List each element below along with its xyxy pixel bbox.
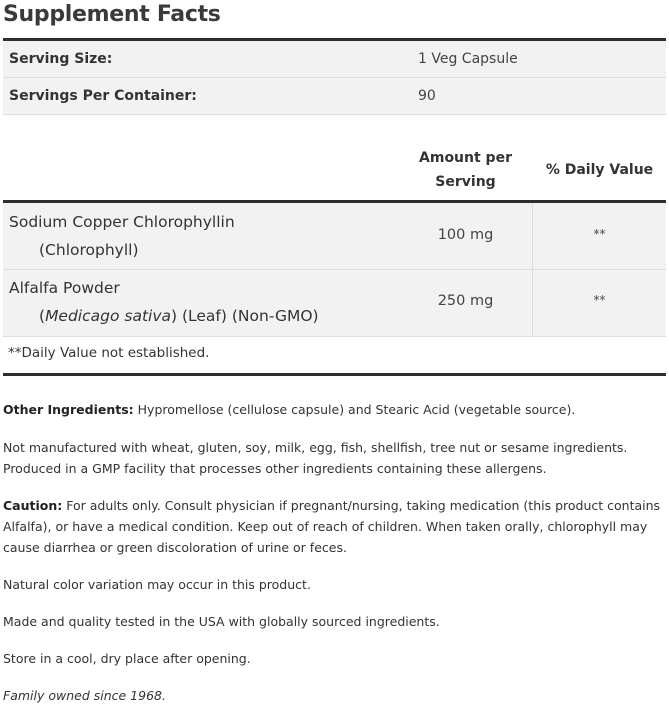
servings-per-container-label: Servings Per Container:: [9, 88, 197, 104]
amount-header-line1: Amount per: [419, 150, 512, 166]
made-in-usa-note: Made and quality tested in the USA with globally sourced ingredients.: [3, 614, 440, 629]
other-ingredients-label: Other Ingredients:: [3, 402, 134, 417]
table-bottom-border: [3, 373, 666, 376]
amount-header-line2: Serving: [435, 174, 496, 190]
caution-statement: [3, 495, 663, 558]
ingredient-row: [3, 270, 666, 337]
serving-size-row: [3, 41, 666, 78]
allergen-statement: [3, 437, 663, 479]
color-variation-note: Natural color variation may occur in this product.: [3, 577, 311, 592]
serving-size-value: 1 Veg Capsule: [418, 51, 518, 67]
other-ingredients-text: Hypromellose (cellulose capsule) and Stearic Acid (vegetable source).: [133, 402, 576, 417]
storage-note: Store in a cool, dry place after opening.: [3, 651, 251, 666]
ingredient-name-text: Sodium Copper Chlorophyllin: [9, 213, 235, 231]
other-ingredients: [3, 399, 663, 420]
ingredient-subname: (Chlorophyll): [39, 241, 139, 259]
caution-line: Alfalfa), or have a medical condition. Keep out of reach of children. When taken orally, chlorophyll may: [3, 519, 648, 534]
ingredient-daily-value: **: [593, 293, 606, 307]
ingredient-subname: [9, 302, 319, 330]
daily-value-header: % Daily Value: [545, 162, 654, 178]
caution-line: cause diarrhea or green discoloration of urine or feces.: [3, 540, 347, 555]
ingredient-subname-rest: ) (Leaf) (Non-GMO): [171, 307, 319, 325]
ingredient-amount: 250 mg: [437, 293, 494, 309]
caution-line: For adults only. Consult physician if pregnant/nursing, taking medication (this product contains: [62, 498, 661, 513]
ingredient-name: [9, 208, 235, 264]
latin-name: Medicago sativa: [45, 307, 172, 325]
allergen-line: Produced in a GMP facility that processes other ingredients containing these allergens.: [3, 461, 547, 476]
amount-per-serving-header: [398, 146, 533, 194]
allergen-line: Not manufactured with wheat, gluten, soy, milk, egg, fish, shellfish, tree nut or sesame ingredients.: [3, 440, 628, 455]
daily-value-footnote: **Daily Value not established.: [8, 345, 210, 361]
servings-per-container-value: 90: [418, 88, 436, 104]
ingredient-daily-value: **: [593, 227, 606, 241]
ingredient-amount: 100 mg: [437, 227, 494, 243]
caution-label: Caution:: [3, 498, 63, 513]
family-owned-note: Family owned since 1968.: [3, 688, 166, 703]
ingredient-name-text: Alfalfa Powder: [9, 279, 120, 297]
serving-size-label: Serving Size:: [9, 51, 113, 67]
paren-open: (: [39, 307, 46, 325]
ingredient-name: [9, 274, 319, 330]
servings-per-container-row: [3, 78, 666, 115]
ingredient-row: [3, 203, 666, 270]
page-title: Supplement Facts: [3, 2, 221, 27]
